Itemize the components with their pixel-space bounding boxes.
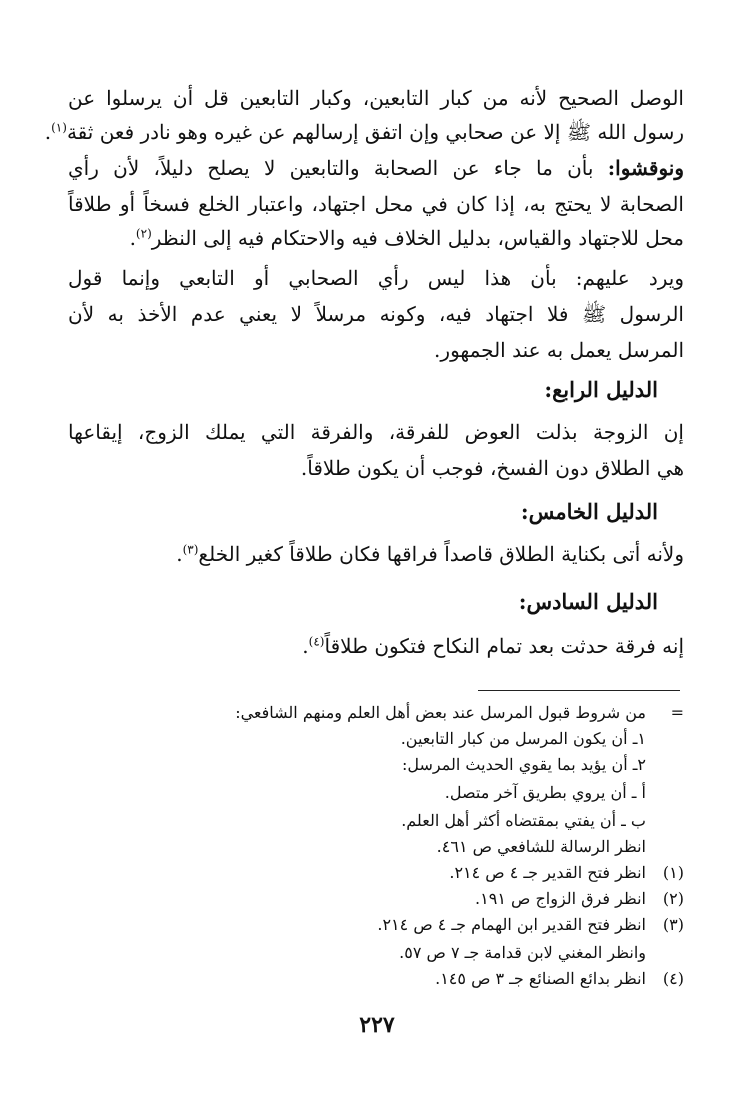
- paragraph-2-label: ونوقشوا:: [607, 156, 684, 180]
- paragraph-6-line-1: [68, 628, 684, 664]
- footnote-continuation-line-1: من شروط قبول المرسل عند بعض أهل العلم ومنهم الشافعي:: [235, 703, 646, 722]
- footnote-continuation-line-3: ٢ـ أن يؤيد بما يقوي الحديث المرسل:: [402, 755, 646, 774]
- paragraph-1-line-1: [68, 80, 684, 116]
- footnote-2-text: انظر فرق الزواج ص ١٩١.: [475, 889, 646, 908]
- paragraph-2-line-1: [68, 150, 684, 186]
- text-span: بأن ما جاء عن الصحابة والتابعين لا يصلح دليلاً، لأن رأي: [68, 156, 608, 180]
- text-span: إنه فرقة حدثت بعد تمام النكاح فتكون طلاقاً: [324, 634, 684, 658]
- text-span: ويرد عليهم: بأن هذا ليس رأي الصحابي أو التابعي وإنما قول: [68, 266, 684, 290]
- footnote-continuation-line-4: أ ـ أن يروي بطريق آخر متصل.: [444, 783, 646, 802]
- footnote-ref-2: (٢): [135, 226, 152, 241]
- text-span: الوصل الصحيح لأنه من كبار التابعين، وكبار التابعين قل أن يرسلوا عن: [68, 86, 684, 110]
- text-span: المرسل يعمل به عند الجمهور.: [434, 338, 684, 362]
- page-number: ٢٢٧: [359, 1012, 395, 1038]
- heading-fifth-evidence: الدليل الخامس:: [520, 499, 658, 524]
- heading-fourth-evidence: الدليل الرابع:: [544, 377, 658, 402]
- text-span: .: [44, 120, 52, 144]
- footnote-separator: [478, 690, 680, 691]
- text-span: الرسول ﷺ فلا اجتهاد فيه، وكونه مرسلاً لا يعني عدم الأخذ به لأن: [68, 302, 684, 326]
- footnote-3-text: انظر فتح القدير ابن الهمام جـ ٤ ص ٢١٤.: [377, 915, 646, 934]
- footnote-continuation-line-2: ١ـ أن يكون المرسل من كبار التابعين.: [400, 729, 646, 748]
- text-span: محل للاجتهاد والقياس، بدليل الخلاف فيه والاحتكام فيه إلى النظر: [151, 226, 684, 250]
- footnote-4-number: (٤): [662, 969, 684, 988]
- paragraph-3-line-1: [68, 260, 684, 296]
- footnote-1-number: (١): [662, 863, 684, 882]
- paragraph-3-line-2: [68, 296, 684, 332]
- footnote-3-text-continued: وانظر المغني لابن قدامة جـ ٧ ص ٥٧.: [399, 943, 646, 962]
- footnote-4-text: انظر بدائع الصنائع جـ ٣ ص ١٤٥.: [435, 969, 646, 988]
- text-span: الصحابة لا يحتج به، إذا كان في محل اجتهاد، واعتبار الخلع فسخاً أو طلاقاً: [68, 192, 684, 216]
- footnote-ref-3: (٣): [182, 542, 199, 557]
- heading-sixth-evidence: الدليل السادس:: [518, 589, 658, 614]
- paragraph-2-line-3: [68, 220, 684, 256]
- text-span: رسول الله ﷺ إلا عن صحابي وإن اتفق إرسالهم عن غيره وهو نادر فعن ثقة: [66, 120, 684, 144]
- footnote-continuation-line-6: انظر الرسالة للشافعي ص ٤٦١.: [436, 837, 646, 856]
- footnote-3-number: (٣): [662, 915, 684, 934]
- text-span: .: [129, 226, 136, 250]
- text-span: .: [302, 634, 309, 658]
- paragraph-3-line-3: [68, 332, 684, 368]
- footnote-1-text: انظر فتح القدير جـ ٤ ص ٢١٤.: [449, 863, 646, 882]
- footnote-continuation-mark: =: [670, 703, 684, 722]
- paragraph-5-line-1: [68, 536, 684, 572]
- text-span: ولأنه أتى بكناية الطلاق قاصداً فراقها فكان طلاقاً كغير الخلع: [198, 542, 684, 566]
- text-span: .: [176, 542, 183, 566]
- paragraph-4-line-2: [68, 450, 684, 486]
- text-span: هي الطلاق دون الفسخ، فوجب أن يكون طلاقاً.: [300, 456, 684, 480]
- text-span: إن الزوجة بذلت العوض للفرقة، والفرقة التي يملك الزوج، إيقاعها: [68, 420, 684, 444]
- footnote-2-number: (٢): [662, 889, 684, 908]
- footnote-ref-1: (١): [51, 120, 67, 135]
- footnote-ref-4: (٤): [308, 634, 325, 649]
- paragraph-1-line-2: [44, 114, 684, 150]
- footnote-continuation-line-5: ب ـ أن يفتي بمقتضاه أكثر أهل العلم.: [401, 811, 646, 830]
- paragraph-4-line-1: [68, 414, 684, 450]
- paragraph-2-line-2: [68, 186, 684, 222]
